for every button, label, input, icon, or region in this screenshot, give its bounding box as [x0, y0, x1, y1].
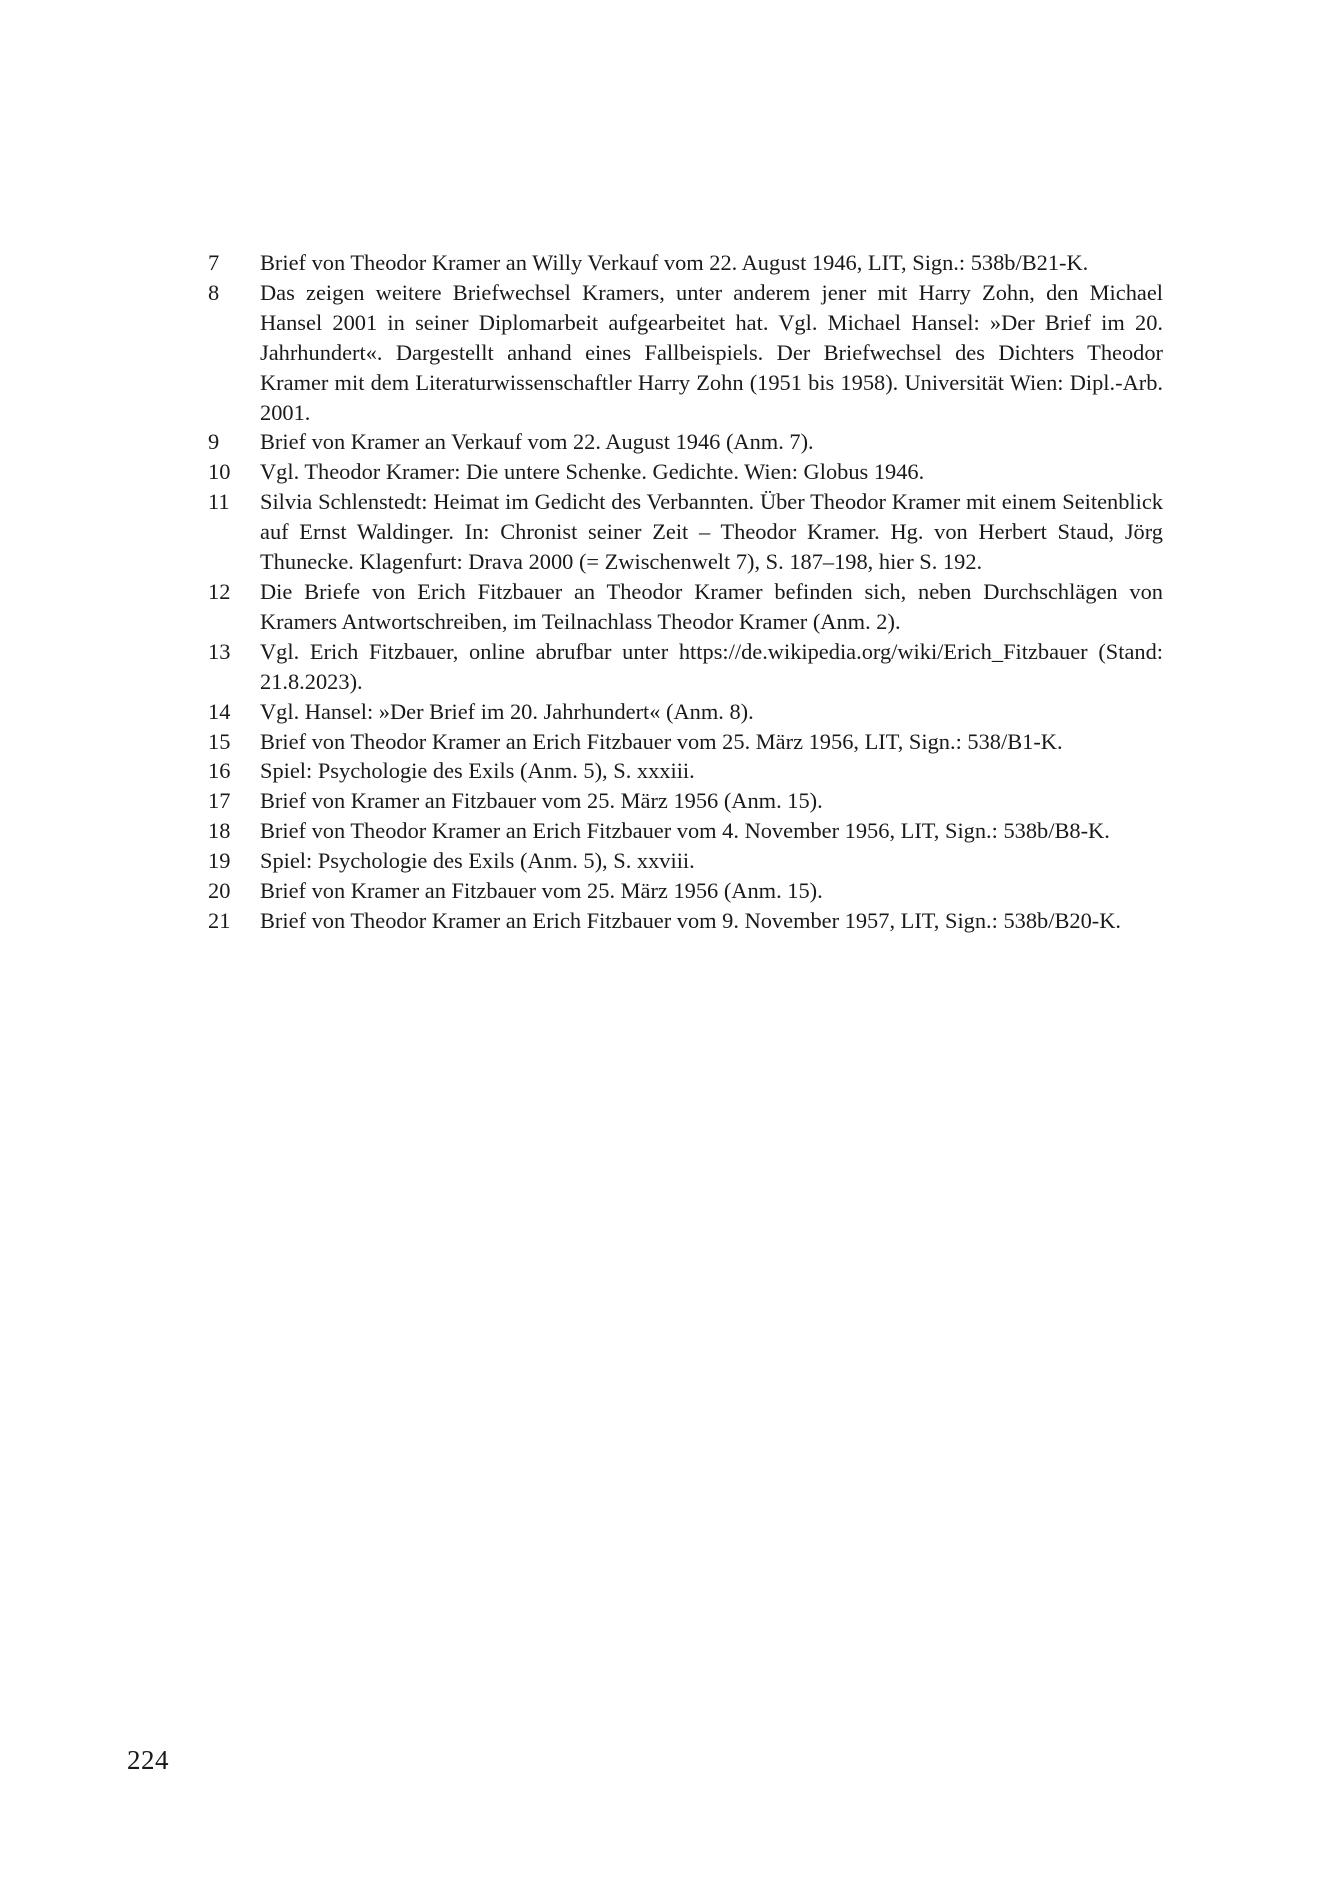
footnote-number: 15	[208, 728, 231, 754]
footnote-text: Brief von Theodor Kramer an Erich Fitzbauer vom 9. November 1957, LIT, Sign.: 538b/B20-K.	[260, 907, 1122, 933]
footnote	[208, 248, 1163, 278]
footnote-number: 10	[208, 459, 231, 485]
footnote	[208, 727, 1163, 757]
footnote-text: Brief von Kramer an Fitzbauer vom 25. März 1956 (Anm. 15).	[260, 788, 823, 814]
footnote	[208, 487, 1163, 577]
footnote	[208, 278, 1163, 428]
footnote-number: 11	[208, 489, 230, 515]
footnote-number: 14	[208, 698, 231, 724]
footnote	[208, 816, 1163, 846]
footnote-number: 12	[208, 578, 231, 604]
footnote-number: 13	[208, 638, 231, 664]
footnote	[208, 427, 1163, 457]
footnote-number: 20	[208, 878, 231, 904]
footnote	[208, 577, 1163, 637]
footnotes-list	[208, 248, 1163, 936]
footnote	[208, 906, 1163, 936]
footnote-number: 18	[208, 818, 231, 844]
footnote	[208, 697, 1163, 727]
footnote-number: 9	[208, 429, 220, 455]
footnote	[208, 756, 1163, 786]
page-number: 224	[127, 1745, 169, 1775]
footnote-text: Spiel: Psychologie des Exils (Anm. 5), S. xxviii.	[260, 848, 695, 874]
footnote-number: 21	[208, 907, 231, 933]
footnote-text: Vgl. Erich Fitzbauer, online abrufbar unter https://de.wikipedia.org/wiki/Erich_Fitzbauer (Stand: 21.8.2023).	[260, 638, 1163, 694]
footnote-text: Silvia Schlenstedt: Heimat im Gedicht des Verbannten. Über Theodor Kramer mit einem Seitenblick auf Ernst Waldinger. In: Chronist seiner Zeit – Theodor Kramer. Hg. von Herbert Staud, Jörg Thunecke. Klagenfurt: Drava 2000 (= Zwischenwelt 7), S. 187–198, hier S. 192.	[260, 489, 1163, 575]
footnote-text: Vgl. Theodor Kramer: Die untere Schenke. Gedichte. Wien: Globus 1946.	[260, 459, 925, 485]
footnote	[208, 876, 1163, 906]
footnote-number: 16	[208, 758, 231, 784]
footnote-text: Das zeigen weitere Briefwechsel Kramers, unter anderem jener mit Harry Zohn, den Michael Hansel 2001 in seiner Diplomarbeit aufgearbeitet hat. Vgl. Michael Hansel: »Der Brief im 20. Jahrhundert«. Dargestellt anhand eines Fallbeispiels. Der Briefwechsel des Dichters Theodor Kramer mit dem Literaturwissenschaftler Harry Zohn (1951 bis 1958). Universität Wien: Dipl.-Arb. 2001.	[260, 279, 1163, 425]
footnote-text: Brief von Kramer an Verkauf vom 22. August 1946 (Anm. 7).	[260, 429, 814, 455]
footnote-text: Vgl. Hansel: »Der Brief im 20. Jahrhundert« (Anm. 8).	[260, 698, 754, 724]
footnote	[208, 846, 1163, 876]
footnote-number: 7	[208, 250, 220, 275]
footnote-number: 17	[208, 788, 231, 814]
footnote-text: Brief von Theodor Kramer an Erich Fitzbauer vom 4. November 1956, LIT, Sign.: 538b/B8-K.	[260, 818, 1110, 844]
footnote-text: Die Briefe von Erich Fitzbauer an Theodor Kramer befinden sich, neben Durchschlägen von Kramers Antwortschreiben, im Teilnachlass Theodor Kramer (Anm. 2).	[260, 578, 1163, 634]
footnote	[208, 786, 1163, 816]
footnote-text: Brief von Theodor Kramer an Erich Fitzbauer vom 25. März 1956, LIT, Sign.: 538/B1-K.	[260, 728, 1063, 754]
footnote	[208, 457, 1163, 487]
footnote	[208, 637, 1163, 697]
footnote-text: Spiel: Psychologie des Exils (Anm. 5), S. xxxiii.	[260, 758, 695, 784]
footnote-number: 19	[208, 848, 231, 874]
footnote-text: Brief von Kramer an Fitzbauer vom 25. März 1956 (Anm. 15).	[260, 878, 823, 904]
footnote-number: 8	[208, 279, 220, 305]
footnote-text: Brief von Theodor Kramer an Willy Verkauf vom 22. August 1946, LIT, Sign.: 538b/B21-K.	[260, 250, 1089, 275]
